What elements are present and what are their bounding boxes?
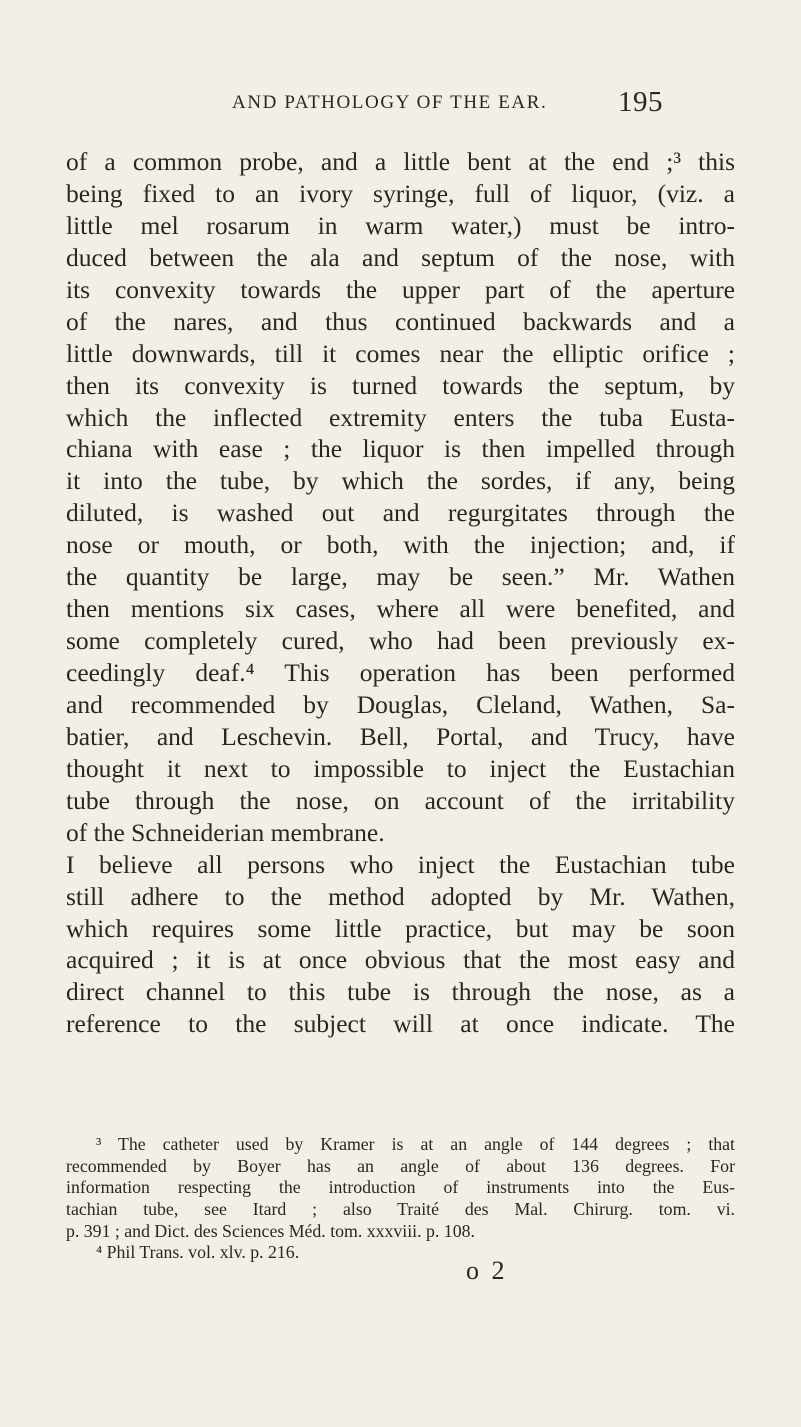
body-line: ceedingly deaf.⁴ This operation has been performed	[66, 658, 735, 687]
body-text	[66, 146, 735, 1040]
page-number: 195	[618, 86, 663, 118]
body-line: which the inflected extremity enters the tuba Eusta-	[66, 402, 735, 432]
signature-mark: o 2	[466, 1256, 508, 1285]
body-line: some completely cured, who had been previously ex-	[66, 626, 735, 656]
footnote-line: ⁴ Phil Trans. vol. xlv. p. 216.	[96, 1242, 300, 1263]
body-line: it into the tube, by which the sordes, if any, being	[66, 466, 735, 496]
body-line: reference to the subject will at once indicate. The	[66, 1009, 735, 1039]
body-line: then its convexity is turned towards the septum, by	[66, 370, 735, 400]
footnotes	[66, 1134, 735, 1264]
body-line: of a common probe, and a little bent at the end ;³ this	[66, 147, 735, 176]
body-line: and recommended by Douglas, Cleland, Wathen, Sa-	[66, 689, 735, 719]
footnote-line: recommended by Boyer has an angle of about 136 degrees. For	[66, 1155, 735, 1176]
body-line: being fixed to an ivory syringe, full of liquor, (viz. a	[66, 178, 735, 208]
footnote-line: tachian tube, see Itard ; also Traité des Mal. Chirurg. tom. vi.	[66, 1199, 735, 1220]
body-line: of the nares, and thus continued backwards and a	[66, 306, 735, 336]
body-line: batier, and Leschevin. Bell, Portal, and Trucy, have	[66, 721, 735, 751]
body-line: acquired ; it is at once obvious that the most easy and	[66, 945, 735, 975]
body-line: chiana with ease ; the liquor is then impelled through	[66, 434, 735, 464]
body-line: the quantity be large, may be seen.” Mr. Wathen	[66, 562, 735, 592]
footnote-line: ³ The catheter used by Kramer is at an angle of 144 degrees ; that	[96, 1134, 735, 1154]
body-line: its convexity towards the upper part of the aperture	[66, 274, 735, 304]
body-line: of the Schneiderian membrane.	[66, 817, 385, 847]
body-line: duced between the ala and septum of the nose, with	[66, 242, 735, 272]
body-line: I believe all persons who inject the Eustachian tube	[66, 849, 735, 879]
body-line: little mel rosarum in warm water,) must be intro-	[66, 210, 735, 240]
body-line: thought it next to impossible to inject the Eustachian	[66, 753, 735, 783]
body-line: still adhere to the method adopted by Mr. Wathen,	[66, 881, 735, 911]
body-line: diluted, is washed out and regurgitates through the	[66, 498, 735, 528]
body-line: which requires some little practice, but may be soon	[66, 913, 735, 943]
body-line: nose or mouth, or both, with the injection; and, if	[66, 530, 735, 560]
body-line: little downwards, till it comes near the elliptic orifice ;	[66, 338, 735, 368]
body-line: then mentions six cases, where all were benefited, and	[66, 594, 735, 624]
page-header	[0, 86, 801, 126]
body-line: direct channel to this tube is through the nose, as a	[66, 977, 735, 1007]
running-head: AND PATHOLOGY OF THE EAR.	[232, 92, 548, 113]
footnote-line: information respecting the introduction of instruments into the Eus-	[66, 1177, 735, 1198]
body-line: tube through the nose, on account of the irritability	[66, 785, 735, 815]
footnote-line: p. 391 ; and Dict. des Sciences Méd. tom. xxxviii. p. 108.	[66, 1220, 475, 1241]
